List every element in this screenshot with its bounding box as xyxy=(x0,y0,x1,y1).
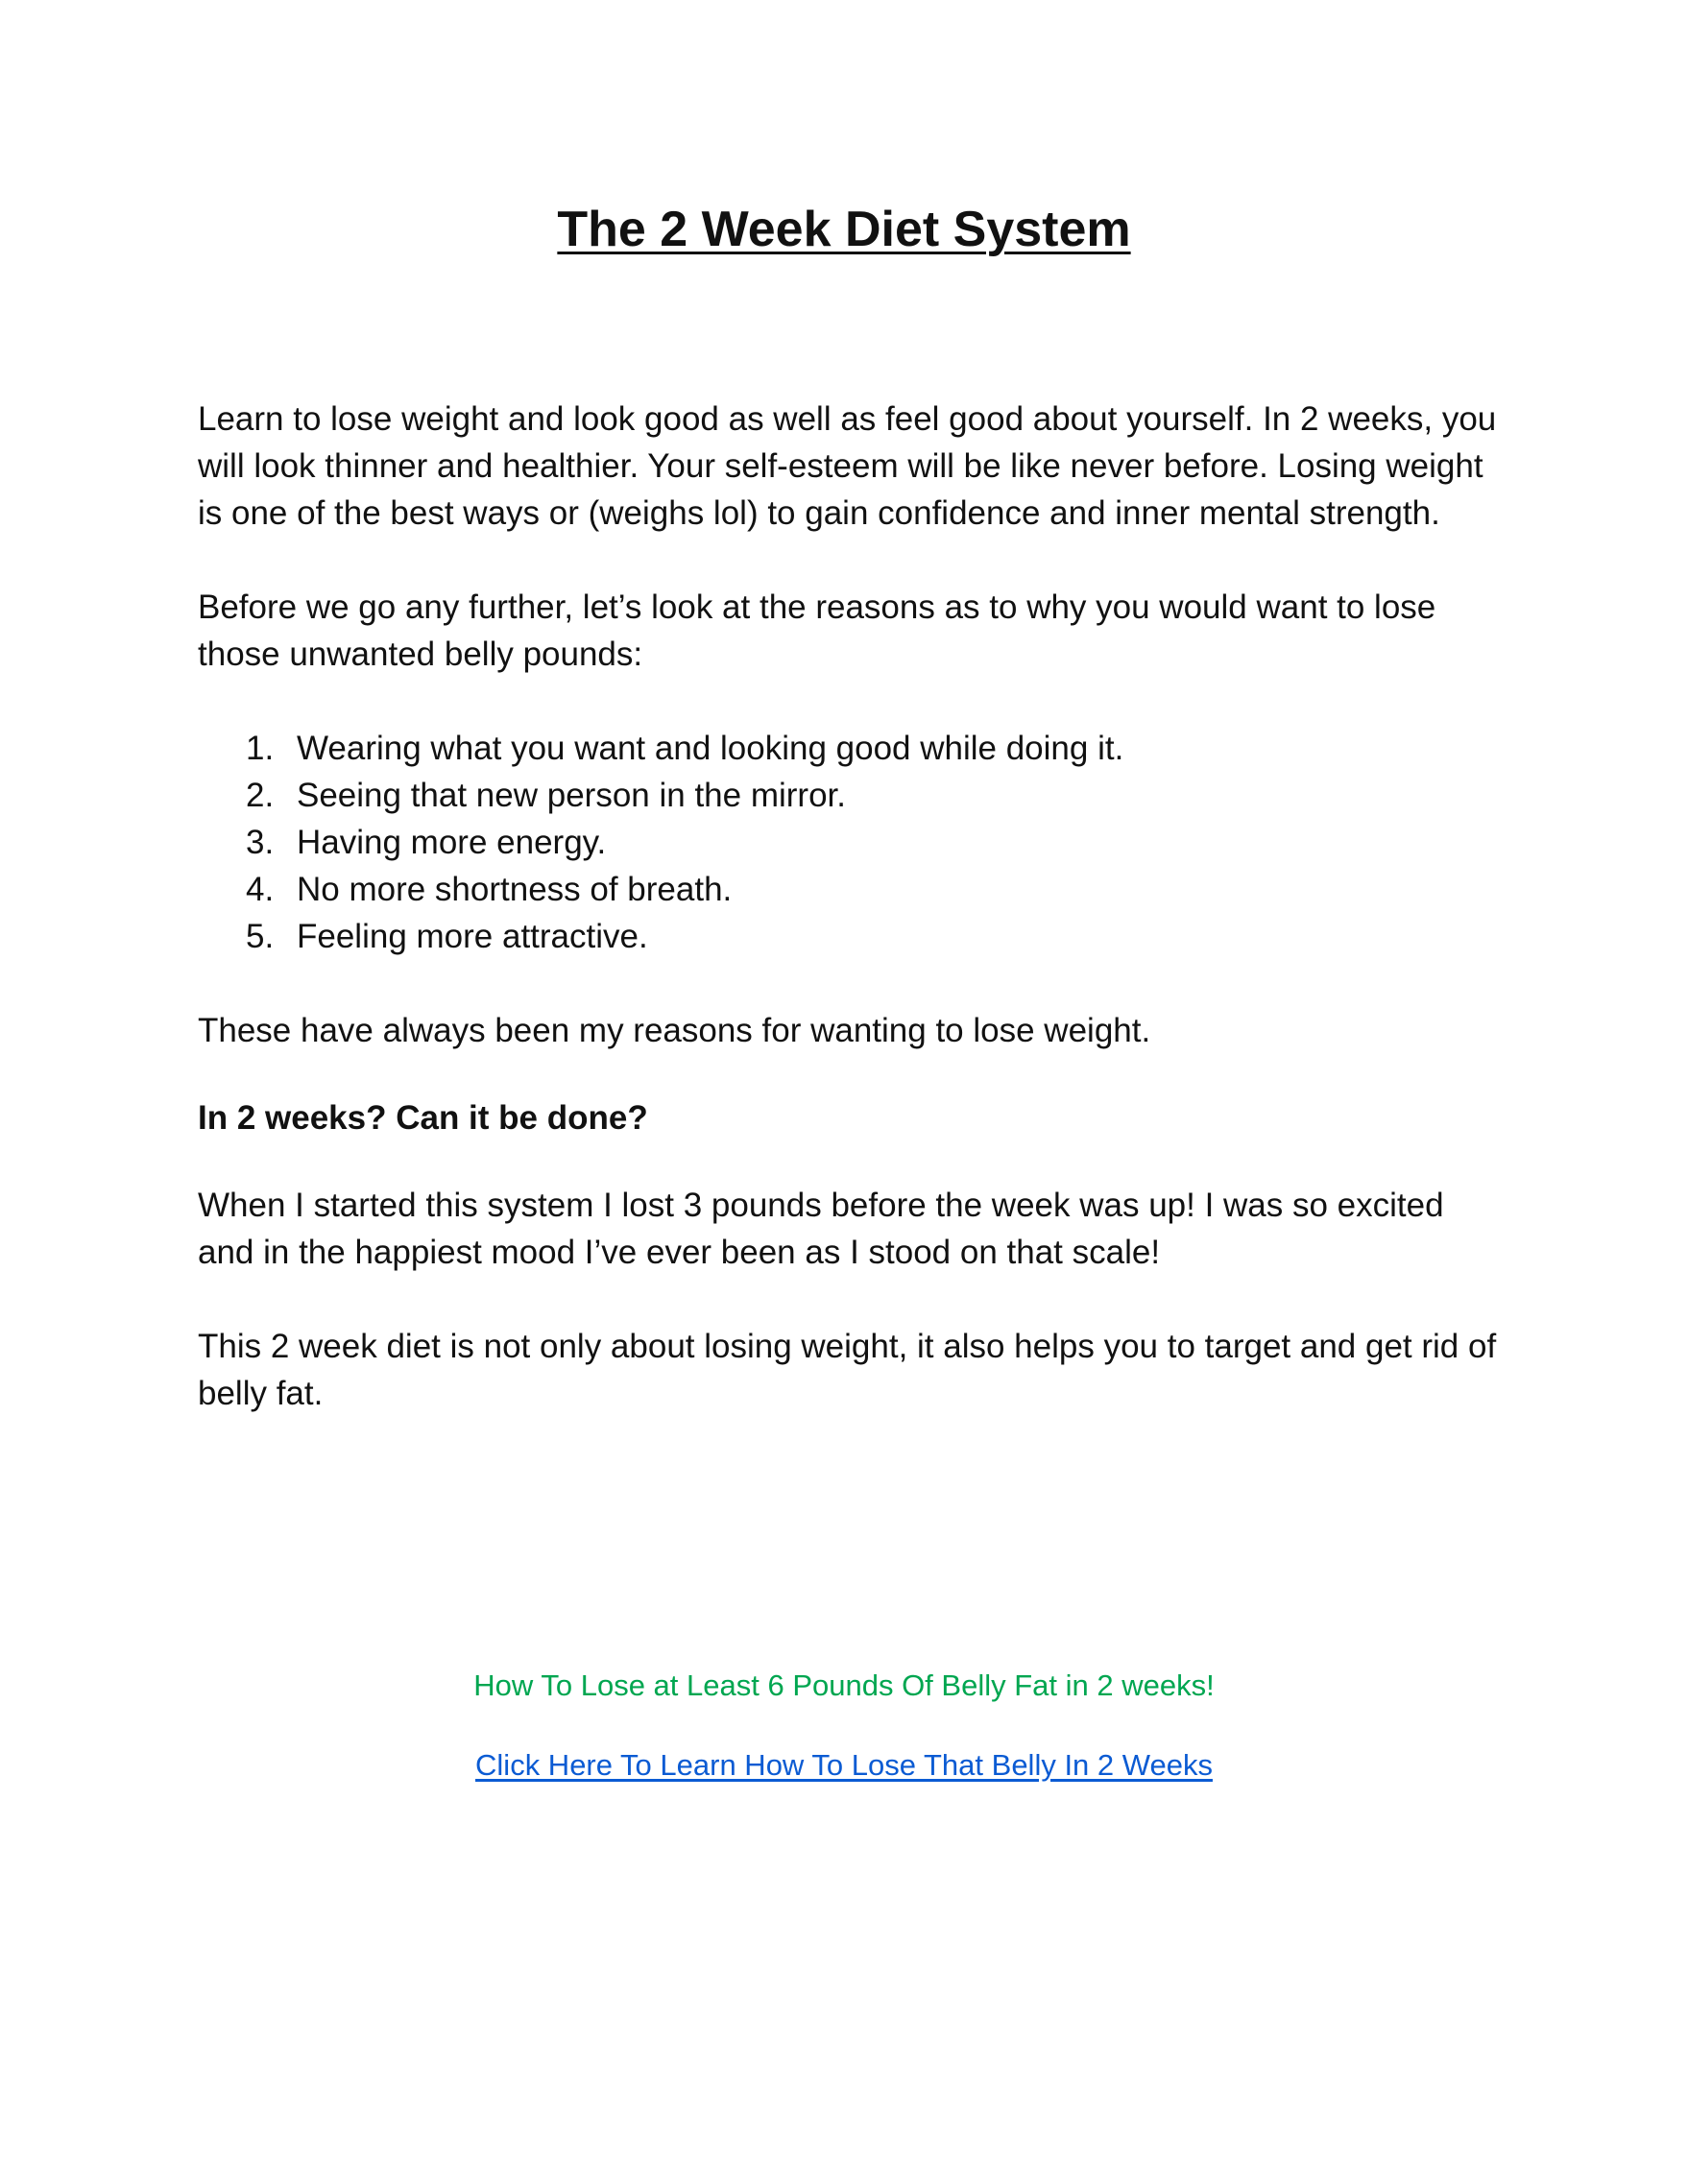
reasons-list xyxy=(198,725,1504,960)
intro-paragraph: Learn to lose weight and look good as well as feel good about yourself. In 2 weeks, you will look thinner and healthier. Your self-esteem will be like never before. Losing weight is one of the best ways or (weighs lol) to gain confidence and inner mental strength. xyxy=(198,400,1497,532)
list-item xyxy=(198,913,1504,960)
list-item xyxy=(198,866,1504,913)
list-item-number: 1. xyxy=(246,730,275,767)
page-title xyxy=(0,198,1688,261)
reasons-intro-paragraph: Before we go any further, let’s look at the reasons as to why you would want to lose those unwanted belly pounds: xyxy=(198,588,1436,673)
document-body xyxy=(198,396,1504,1417)
list-item-number: 4. xyxy=(246,871,275,908)
list-item-text: Feeling more attractive. xyxy=(297,918,648,955)
subheading: In 2 weeks? Can it be done? xyxy=(198,1099,648,1137)
list-item-text: Wearing what you want and looking good while doing it. xyxy=(297,730,1124,767)
cta-link[interactable]: Click Here To Learn How To Lose That Belly In 2 Weeks xyxy=(475,1748,1213,1782)
list-item-text: Having more energy. xyxy=(297,824,607,861)
list-item-number: 5. xyxy=(246,918,275,955)
closing-paragraph: This 2 week diet is not only about losing weight, it also helps you to target and get rid of belly fat. xyxy=(198,1328,1497,1412)
promo-text: How To Lose at Least 6 Pounds Of Belly Fat in 2 weeks! xyxy=(473,1668,1215,1702)
list-item-text: Seeing that new person in the mirror. xyxy=(297,777,846,814)
list-item-text: No more shortness of breath. xyxy=(297,871,733,908)
list-item xyxy=(198,772,1504,819)
testimonial-paragraph: When I started this system I lost 3 pounds before the week was up! I was so excited and in the happiest mood I’ve ever been as I stood on that scale! xyxy=(198,1187,1444,1271)
page-title-text: The 2 Week Diet System xyxy=(557,202,1131,257)
list-item-number: 3. xyxy=(246,824,275,861)
list-item-number: 2. xyxy=(246,777,275,814)
cta-link-wrapper xyxy=(0,1745,1688,1786)
reasons-outro-paragraph: These have always been my reasons for wanting to lose weight. xyxy=(198,1012,1151,1049)
list-item xyxy=(198,725,1504,772)
list-item xyxy=(198,819,1504,866)
